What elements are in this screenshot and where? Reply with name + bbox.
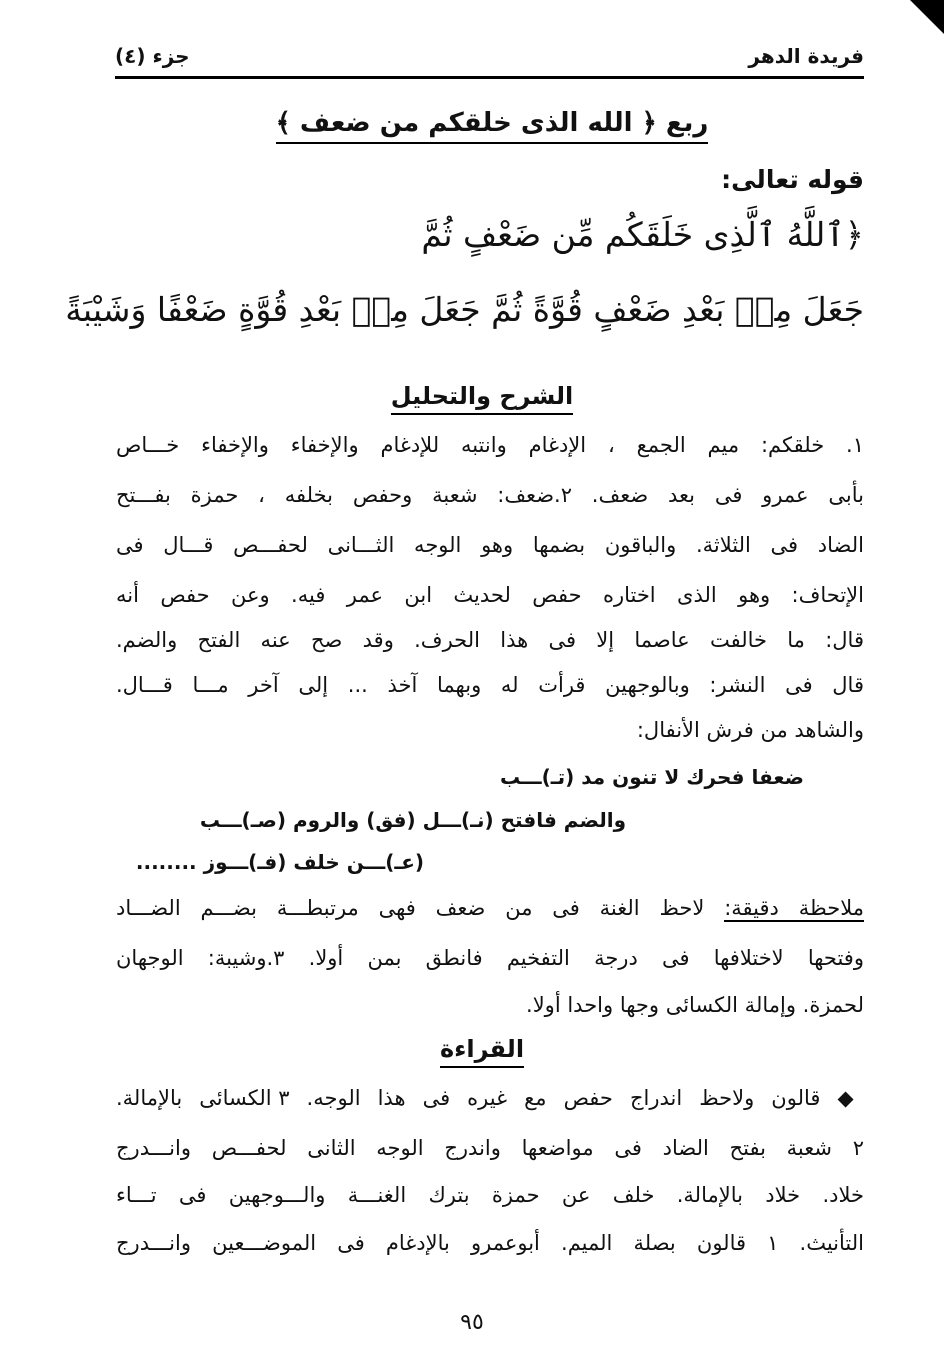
page-number: ٩٥: [460, 1310, 484, 1335]
explanation-heading-text: الشرح والتحليل: [391, 382, 574, 415]
poem-verse: ضعفا فحرك لا تنون مد (تـ)ـــب: [499, 765, 804, 789]
quran-verse-line-2: جَعَلَ مِنۢ بَعْدِ ضَعْفٍ قُوَّةً ثُمَّ جَعَلَ مِنۢ بَعْدِ قُوَّةٍ ضَعْفًا وَشَيْبَةً: [65, 290, 864, 329]
note-label: ملاحظة دقيقة:: [724, 896, 864, 920]
section-title: [120, 108, 864, 138]
explanation-line: قال فى النشر: وبالوجهين قرأت له وبهما آخذ ... إلى آخر مـــا قـــال.: [116, 673, 864, 697]
reading-heading-text: القراءة: [440, 1035, 524, 1068]
section-title-text: ربع ﴿ الله الذى خلقكم من ضعف ﴾: [276, 108, 709, 144]
reading-line: خلاد. خلاد بالإمالة. خلف عن حمزة بترك الغنـــة والـــوجهين فى تـــاء: [116, 1183, 864, 1207]
running-header: [115, 38, 864, 79]
volume-number: جزء (٤): [115, 44, 190, 68]
note-line: لحمزة. وإمالة الكسائى وجها واحدا أولا.: [526, 993, 864, 1017]
explanation-line: الإتحاف: وهو الذى اختاره حفص لحديث ابن عمر فيه. وعن حفص أنه: [116, 583, 864, 607]
reading-heading: [100, 1035, 864, 1063]
explanation-line: بأبى عمرو فى بعد ضعف. ٢.ضعف: شعبة وحفص بخلفه ، حمزة بفـــتح: [116, 483, 864, 507]
reading-line: ٢ شعبة بفتح الضاد فى مواضعها واندرج الوجه الثانى لحفـــص وانـــدرج: [116, 1136, 864, 1160]
poem-verse: (عـ)ـــن خلف (فـ)ـــوز ........: [135, 850, 424, 874]
note-text: لاحظ الغنة فى من ضعف فهى مرتبطـــة بضـــم الضـــاد: [116, 896, 705, 920]
reading-line: التأنيث. ١ قالون بصلة الميم. أبوعمرو بالإدغام فى الموضـــعين وانـــدرج: [116, 1231, 864, 1255]
explanation-line: ١. خلقكم: ميم الجمع ، الإدغام وانتبه للإدغام والإخفاء والإخفاء خـــاص: [116, 433, 864, 457]
explanation-line: قال: ما خالفت عاصما إلا فى هذا الحرف. وقد صح عنه الفتح والضم.: [116, 628, 864, 652]
explanation-line: والشاهد من فرش الأنفال:: [636, 718, 864, 742]
book-title: فريدة الدهر: [748, 44, 864, 68]
reading-line: ◆ قالون ولاحظ اندراج حفص مع غيره فى هذا الوجه. ٣ الكسائى بالإمالة.: [116, 1086, 864, 1110]
note-line: [116, 893, 864, 923]
explanation-heading: [100, 382, 864, 410]
poem-verse: والضم فافتح (نـ)ـــل (فق) والروم (صـ)ـــب: [199, 808, 626, 832]
note-line: وفتحها لاختلافها فى درجة التفخيم فانطق بمن أولا. ٣.وشيبة: الوجهان: [116, 946, 864, 970]
quran-verse-line-1: ﴿ٱللَّهُ ٱلَّذِى خَلَقَكُم مِّن ضَعْفٍ ثُمَّ: [421, 215, 864, 254]
intro-text: قوله تعالى:: [721, 165, 864, 194]
page-corner-mark: [910, 0, 944, 34]
explanation-line: الضاد فى الثلاثة. والباقون بضمها وهو الوجه الثـــانى لحفـــص قـــال فى: [116, 533, 864, 557]
